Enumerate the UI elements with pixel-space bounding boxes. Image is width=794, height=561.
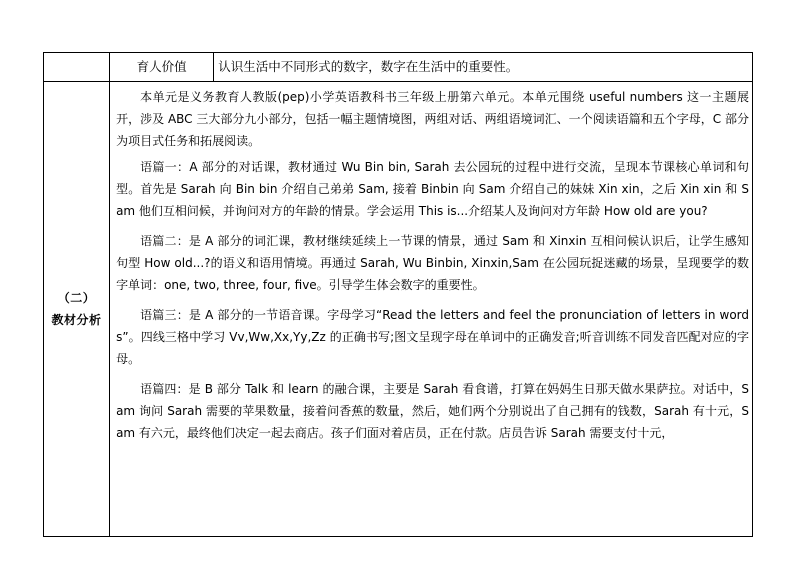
- paragraph-text-2: 语篇二：是 A 部分的词汇课，教材继续延续上一节课的情景，通过 Sam 和 Xinxin 互相问候认识后，让学生感知句型 How old...?的语义和语用情境。再通过 Sarah, Wu Binbin, Xinxin,Sam 在公园玩捉迷藏的场景，呈现要学的数字单词：one, two, three, four, five。引导学生体会数字的重要性。: [116, 234, 749, 292]
- value-text-cell: [214, 53, 753, 82]
- value-text: 认识生活中不同形式的数字，数字在生活中的重要性。: [218, 59, 519, 74]
- paragraph-intro: 本单元是义务教育人教版(pep)小学英语教科书三年级上册第六单元。本单元围绕 useful numbers 这一主题展开，涉及 ABC 三大部分九小部分，包括一幅主题情境图，两组对话、两组语境词汇、一个阅读语篇和五个字母，C 部分为项目式任务和拓展阅读。: [116, 90, 749, 148]
- section-heading-cell: [44, 82, 110, 537]
- value-row: [44, 53, 753, 82]
- empty-cell: [44, 53, 110, 82]
- paragraph-text-1: 语篇一：A 部分的对话课，教材通过 Wu Bin bin, Sarah 去公园玩的过程中进行交流，呈现本节课核心单词和句型。首先是 Sarah 向 Bin bin 介绍自己弟弟 Sam, 接着 Binbin 向 Sam 介绍自己的妹妹 Xin xin，之后 Xin xin 和 Sam 他们互相问候，并询问对方的年龄的情景。学会运用 This is...介绍某人及询问对方年龄 How old are you?: [116, 160, 749, 218]
- section-number: （二）: [57, 291, 96, 305]
- section-title: 教材分析: [51, 313, 102, 327]
- textbook-analysis-row: [44, 82, 753, 537]
- lesson-plan-table: [43, 52, 753, 537]
- paragraph-text-4: 语篇四：是 B 部分 Talk 和 learn 的融合课，主要是 Sarah 看食谱，打算在妈妈生日那天做水果萨拉。对话中，Sam 询问 Sarah 需要的苹果数量，接着问香蕉的数量，然后，她们两个分别说出了自己拥有的钱数，Sarah 有十元，Sam 有六元，最终他们决定一起去商店。孩子们面对着店员，正在付款。店员告诉 Sarah 需要支付十元，: [116, 382, 749, 440]
- value-label: 育人价值: [136, 59, 187, 74]
- value-label-cell: [110, 53, 214, 82]
- paragraph-text-3: 语篇三：是 A 部分的一节语音课。字母学习“Read the letters and feel the pronunciation of letters in words”。四线三格中学习 Vv,Ww,Xx,Yy,Zz 的正确书写;图文呈现字母在单词中的正确发音;听音训练不同发音匹配对应的字母。: [116, 308, 749, 366]
- analysis-content-cell: [110, 82, 753, 537]
